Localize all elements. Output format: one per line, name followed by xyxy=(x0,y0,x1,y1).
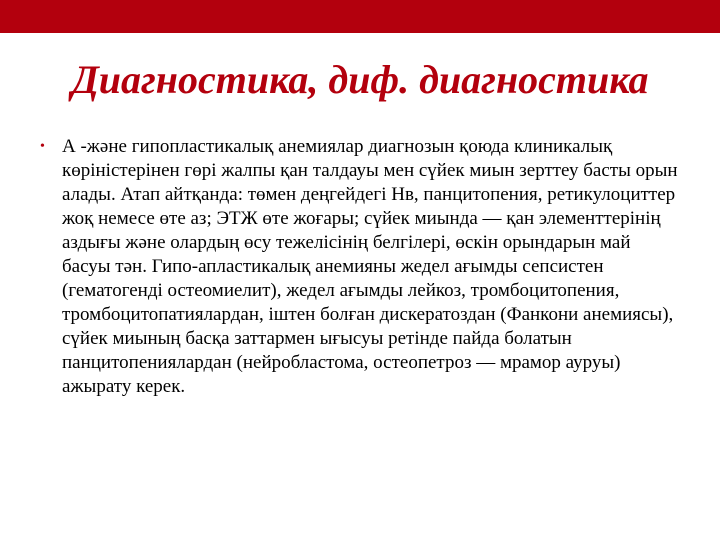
slide-title: Диагностика, диф. диагностика xyxy=(71,57,649,102)
bullet-marker: • xyxy=(40,139,45,154)
bullet-text: А -жәнe гипопластикалық анемиялар диагнозын қоюда клиникалық көріністерінен гөрі жалпы қан талдауы мен сүйек миын зерттеу басты орын алады. Атап айтқанда: төмен деңгейдегі Нв, панцитопения, ретикулоциттер жоқ немесе өте аз; ЭТЖ өте жоғары; сүйек миында — қан элементтерінің аздығы және олардың өсу тежелісінің белгілері, өскін орындарын май басуы тән. Гипо-апластикалық анемияны жедел ағымды сепсистен (гематогенді остеомиелит), жедел ағымды лейкоз, тромбоцитопения, тромбоцитопатиялардан, іштен болған дискератоздан (Фанкони анемиясы), сүйек миының басқа заттармен ығысуы ретінде пайда болатын панцитопениялардан (нейробластома, остеопетроз — мрамор ауруы) ажырату керек. xyxy=(62,136,678,397)
top-accent-bar xyxy=(0,0,720,33)
bullet-item xyxy=(40,135,680,399)
